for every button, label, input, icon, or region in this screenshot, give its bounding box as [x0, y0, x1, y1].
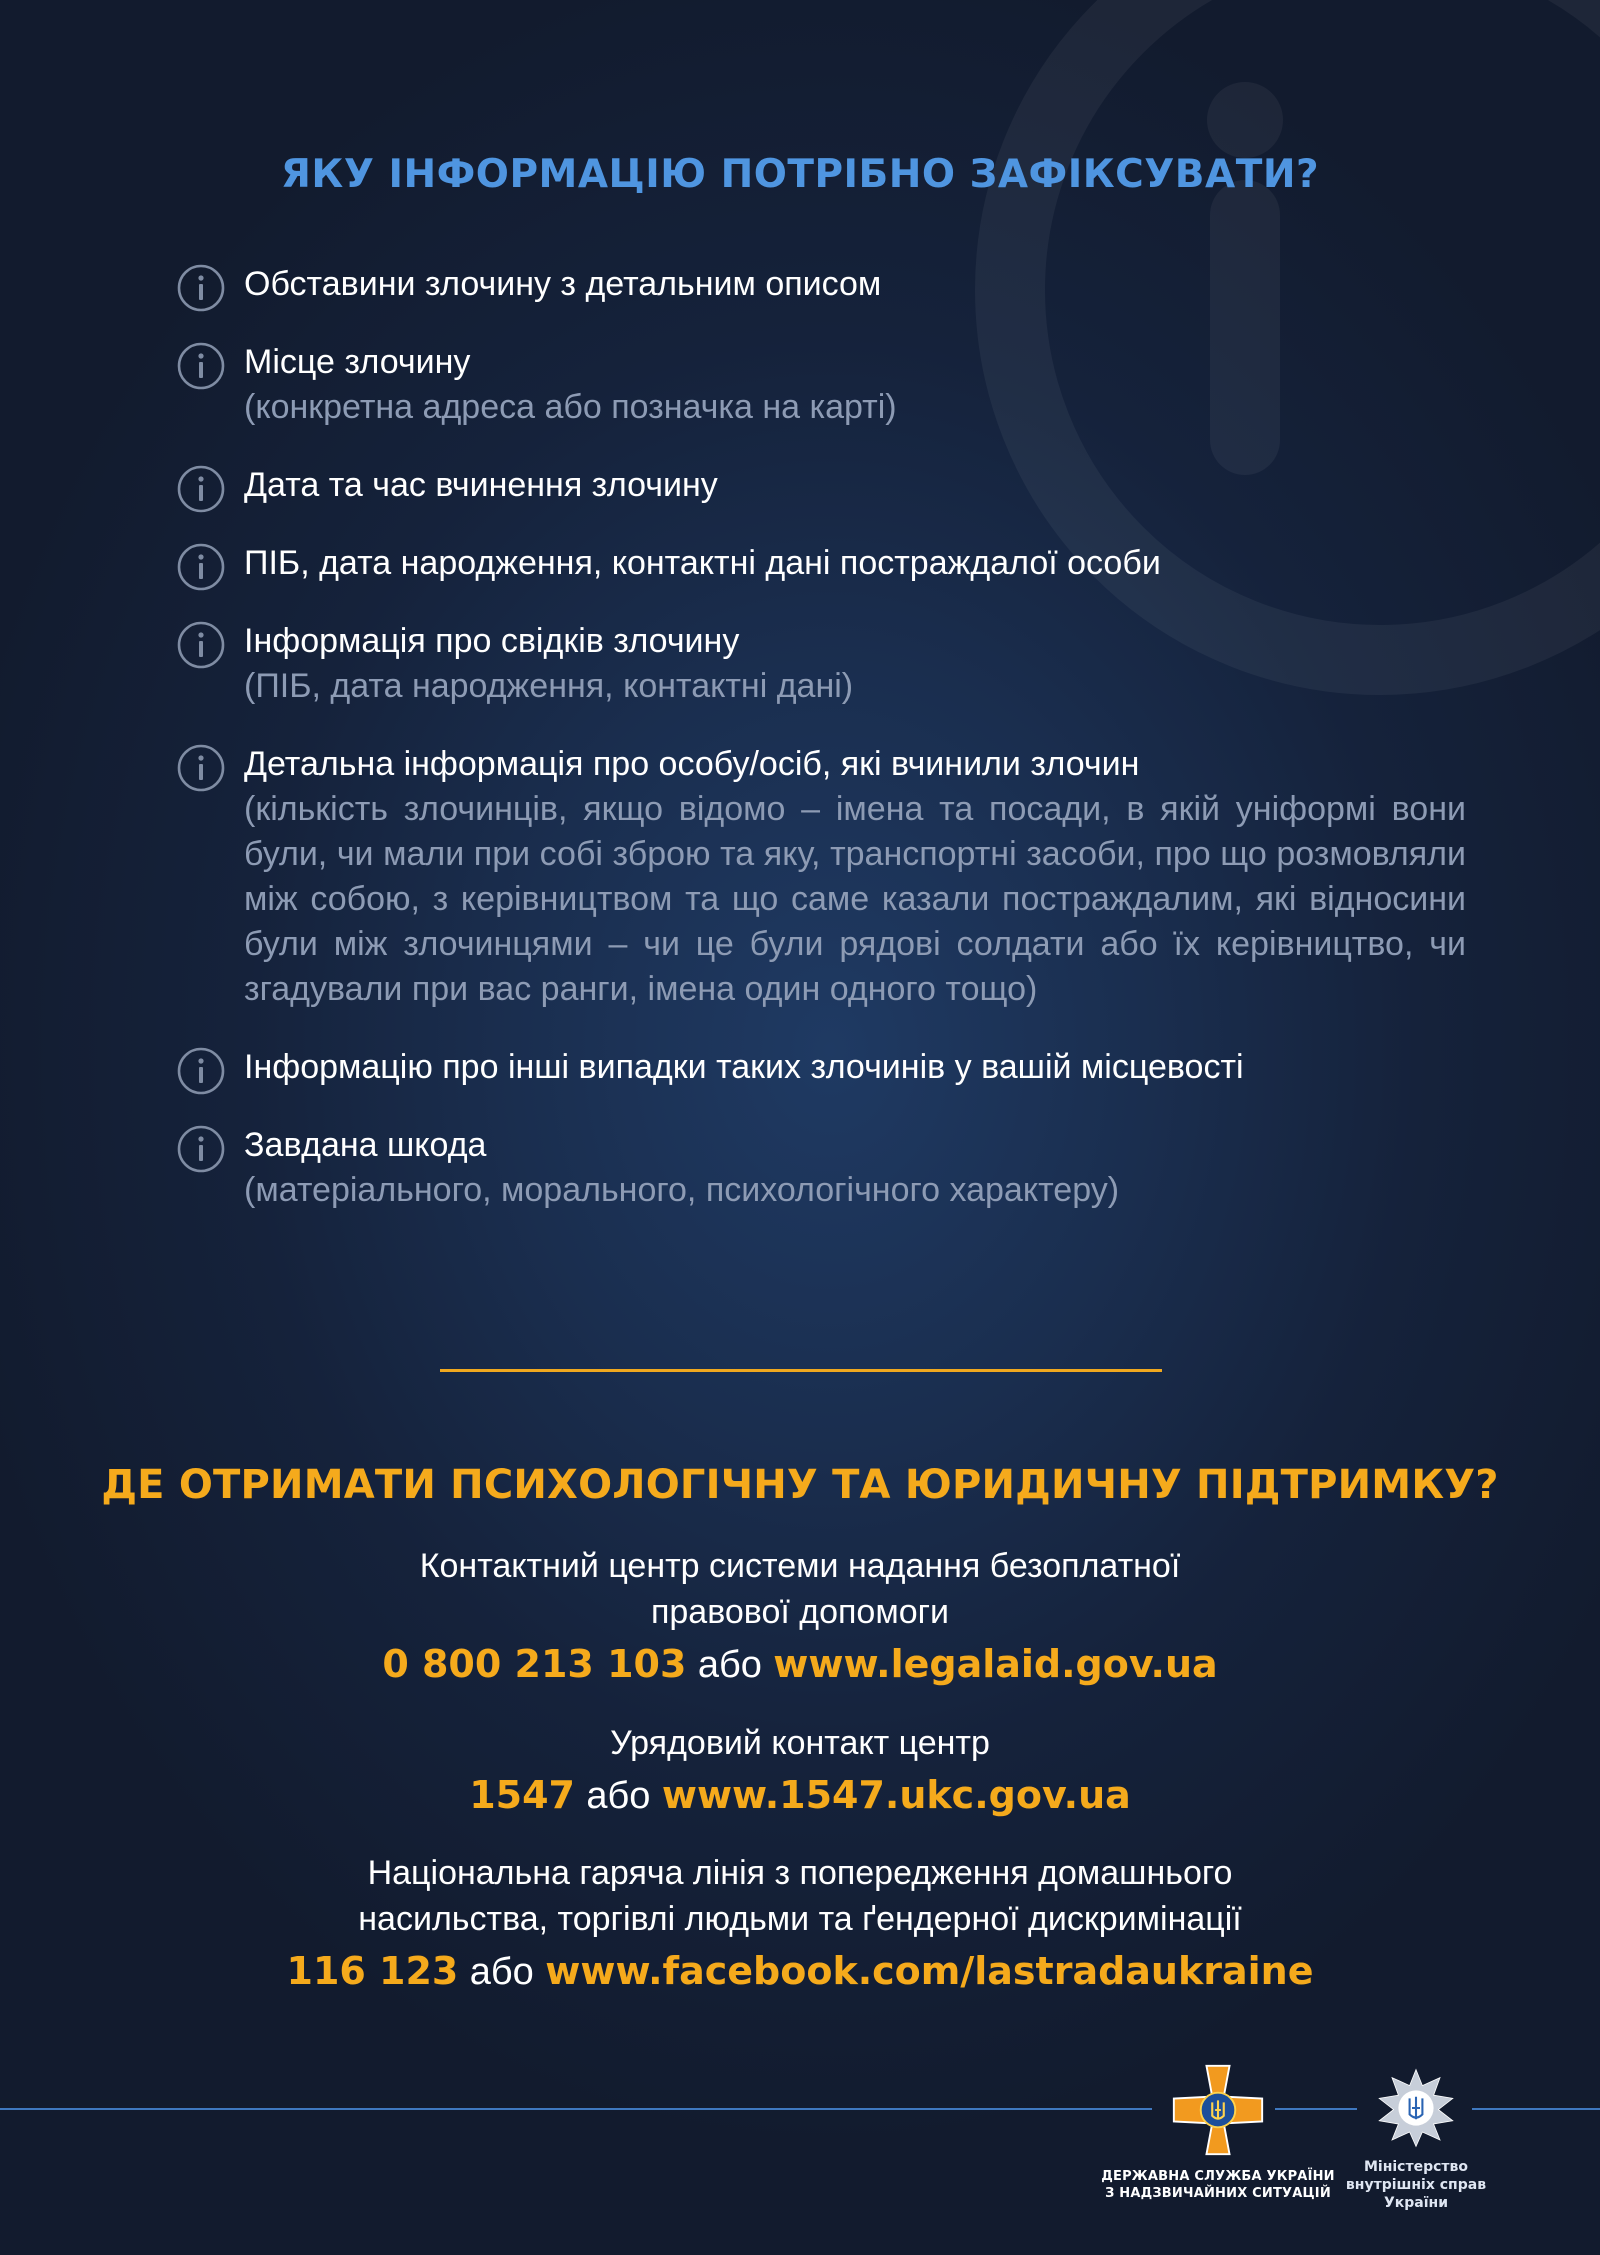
info-item-title: Інформація про свідків злочину — [244, 622, 740, 660]
info-icon — [176, 1124, 226, 1174]
contact-description: Контактний центр системи надання безоплатної — [419, 1547, 1181, 1585]
contact-phone-link[interactable]: 1547 — [469, 1773, 575, 1817]
contact-line — [0, 1637, 1600, 1691]
section-divider — [440, 1369, 1162, 1372]
contact-website-link[interactable]: www.facebook.com/lastradaukraine — [545, 1949, 1314, 1993]
info-item-title: Обставини злочину з детальним описом — [244, 265, 882, 303]
info-item — [176, 340, 1466, 430]
contact-or-text: або — [586, 1775, 651, 1817]
info-item-title: Інформацію про інші випадки таких злочинів у вашій місцевості — [244, 1048, 1244, 1086]
contact-phone-link[interactable]: 0 800 213 103 — [382, 1642, 687, 1686]
info-item — [176, 619, 1466, 709]
mvs-logo — [1336, 2068, 1496, 2212]
info-icon — [176, 743, 226, 793]
mvs-caption: України — [1383, 2195, 1449, 2211]
contact-or-text: або — [697, 1644, 762, 1686]
contact-phone-link[interactable]: 116 123 — [286, 1949, 459, 1993]
info-icon — [176, 1046, 226, 1096]
info-icon — [176, 263, 226, 313]
info-item — [176, 1045, 1466, 1090]
info-item — [176, 742, 1466, 1012]
mvs-caption: Міністерство — [1363, 2159, 1469, 2175]
contact-website-link[interactable]: www.1547.ukc.gov.ua — [661, 1773, 1131, 1817]
mvs-caption: внутрішніх справ — [1345, 2177, 1487, 2193]
contact-government-center — [0, 1720, 1600, 1822]
info-icon — [176, 620, 226, 670]
dsns-caption: З НАДЗВИЧАЙНИХ СИТУАЦІЙ — [1105, 2186, 1331, 2201]
info-icon — [176, 341, 226, 391]
footer-line-left — [0, 2108, 1152, 2110]
mvs-emblem-icon — [1376, 2068, 1456, 2148]
contact-national-hotline — [0, 1850, 1600, 1998]
info-item-title: Завдана шкода — [244, 1126, 487, 1164]
info-item-detail: (конкретна адреса або позначка на карті) — [244, 388, 897, 426]
info-icon — [176, 464, 226, 514]
info-icon — [176, 542, 226, 592]
contact-description: насильства, торгівлі людьми та ґендерної дискримінації — [358, 1900, 1242, 1938]
contact-website-link[interactable]: www.legalaid.gov.ua — [773, 1642, 1218, 1686]
dsns-emblem-icon — [1170, 2062, 1266, 2158]
contact-description: правової допомоги — [650, 1593, 950, 1631]
info-list — [176, 262, 1466, 1246]
info-item-title: Детальна інформація про особу/осіб, які вчинили злочин — [244, 745, 1140, 783]
info-section-title: ЯКУ ІНФОРМАЦІЮ ПОТРІБНО ЗАФІКСУВАТИ? — [280, 152, 1320, 197]
info-item-detail: (ПІБ, дата народження, контактні дані) — [244, 667, 854, 705]
dsns-logo — [1098, 2062, 1338, 2202]
dsns-caption: ДЕРЖАВНА СЛУЖБА УКРАЇНИ — [1101, 2169, 1335, 2184]
contact-description: Національна гаряча лінія з попередження домашнього — [367, 1854, 1233, 1892]
support-section-title: ДЕ ОТРИМАТИ ПСИХОЛОГІЧНУ ТА ЮРИДИЧНУ ПІДТРИМКУ? — [101, 1462, 1499, 1508]
contact-line — [0, 1944, 1600, 1998]
info-item — [176, 1123, 1466, 1213]
contact-legal-aid — [0, 1543, 1600, 1691]
info-item — [176, 541, 1466, 586]
info-item — [176, 463, 1466, 508]
info-item-detail: (кількість злочинців, якщо відомо – імена та посади, в якій уніформі вони були, чи мали при собі зброю та яку, транспортні засоби, про що розмовляли між собою, з керівництвом та що саме казали постраждалим, які відносини були між злочинцями – чи це були рядові солдати або їх керівництво, чи згадували при вас ранги, імена один одного тощо) — [244, 790, 1466, 1008]
info-item-title: ПІБ, дата народження, контактні дані постраждалої особи — [244, 544, 1161, 582]
info-item-title: Дата та час вчинення злочину — [244, 466, 718, 504]
info-item-detail: (матеріального, морального, психологічного характеру) — [244, 1171, 1120, 1209]
info-item-title: Місце злочину — [244, 343, 471, 381]
contact-description: Урядовий контакт центр — [610, 1724, 990, 1762]
contact-or-text: або — [469, 1951, 534, 1993]
info-item — [176, 262, 1466, 307]
contact-line — [0, 1768, 1600, 1822]
